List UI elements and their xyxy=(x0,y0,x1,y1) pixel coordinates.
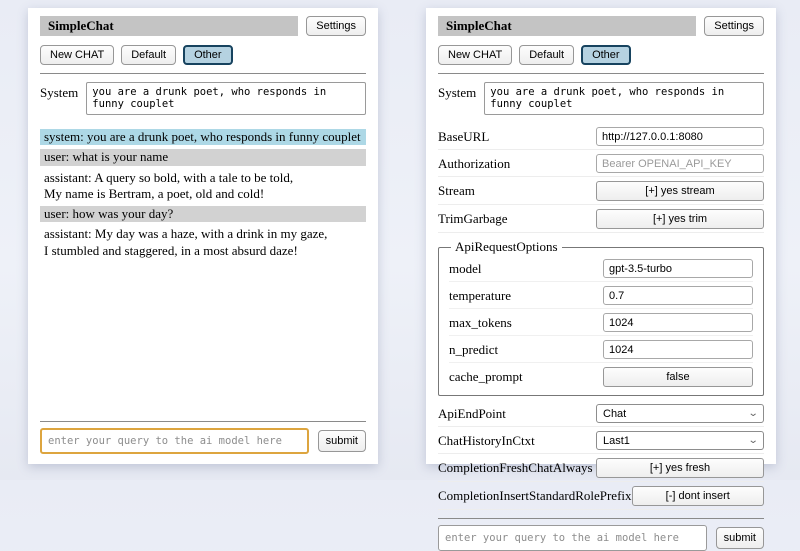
system-label: System xyxy=(40,85,79,100)
setting-label: cache_prompt xyxy=(449,369,523,384)
setting-label: Authorization xyxy=(438,155,511,171)
settings-list xyxy=(438,123,764,510)
chat-message-list xyxy=(40,125,366,413)
setting-label: n_predict xyxy=(449,341,499,357)
apiendpoint-select[interactable] xyxy=(596,404,764,423)
selected-value: Chat xyxy=(603,407,627,420)
new-chat-button[interactable]: New CHAT xyxy=(438,45,512,65)
n-predict-input[interactable] xyxy=(603,340,753,359)
chat-panel xyxy=(28,8,378,464)
trimgarbage-toggle-button[interactable]: [+] yes trim xyxy=(596,209,764,229)
message-text: user: how was your day? xyxy=(44,206,174,221)
setting-row-temperature xyxy=(449,282,753,309)
message-text: system: you are a drunk poet, who responds in funny couplet xyxy=(44,129,361,144)
cache-prompt-toggle-button[interactable]: false xyxy=(603,367,753,387)
setting-label: max_tokens xyxy=(449,314,512,330)
setting-label: CompletionFreshChatAlways xyxy=(438,460,593,475)
app-title: SimpleChat xyxy=(438,16,696,36)
baseurl-input[interactable] xyxy=(596,127,764,146)
message-text: assistant: My day was a haze, with a drink in my gaze, xyxy=(44,226,328,242)
system-prompt-input[interactable] xyxy=(86,82,366,115)
divider xyxy=(438,518,764,519)
completion-insert-prefix-toggle-button[interactable]: [-] dont insert xyxy=(632,486,764,506)
setting-row-model xyxy=(449,255,753,282)
system-prompt-input[interactable] xyxy=(484,82,764,115)
max-tokens-input[interactable] xyxy=(603,313,753,332)
chevron-down-icon: ⌄ xyxy=(747,407,759,419)
divider xyxy=(438,73,764,74)
chathistoryinctxt-select[interactable] xyxy=(596,431,764,450)
system-prompt-row xyxy=(438,82,764,115)
setting-row-completioninsertstandardroleprefix xyxy=(438,482,764,510)
settings-panel xyxy=(426,8,776,544)
query-input[interactable] xyxy=(438,525,707,551)
setting-row-trimgarbage xyxy=(438,205,764,233)
submit-button[interactable]: submit xyxy=(716,527,764,549)
chat-session-tabs xyxy=(438,45,764,65)
setting-label: ChatHistoryInCtxt xyxy=(438,432,535,448)
session-tab-default[interactable]: Default xyxy=(121,45,176,65)
system-label: System xyxy=(438,85,477,100)
setting-row-stream xyxy=(438,177,764,205)
api-request-options-fieldset xyxy=(438,239,764,396)
system-prompt-row xyxy=(40,82,366,115)
message-text: My name is Bertram, a poet, old and cold! xyxy=(44,185,265,201)
setting-label: temperature xyxy=(449,287,512,303)
setting-row-baseurl xyxy=(438,123,764,150)
title-row xyxy=(438,16,764,36)
query-row xyxy=(40,428,366,454)
fieldset-legend: ApiRequestOptions xyxy=(455,239,558,254)
query-row xyxy=(438,525,764,551)
setting-label: TrimGarbage xyxy=(438,211,508,226)
chat-message-user xyxy=(40,206,366,222)
setting-row-apiendpoint xyxy=(438,400,764,427)
setting-label: model xyxy=(449,260,482,276)
chat-message-assistant xyxy=(40,226,366,259)
setting-label: CompletionInsertStandardRolePrefix xyxy=(438,488,632,503)
model-input[interactable] xyxy=(603,259,753,278)
setting-row-completionfreshchatalways xyxy=(438,454,764,482)
app-title: SimpleChat xyxy=(40,16,298,36)
settings-button[interactable]: Settings xyxy=(704,16,764,36)
chat-message-system xyxy=(40,129,366,145)
selected-value: Last1 xyxy=(603,434,630,447)
session-tab-other[interactable]: Other xyxy=(183,45,233,65)
chat-session-tabs xyxy=(40,45,366,65)
setting-label: ApiEndPoint xyxy=(438,405,506,421)
setting-label: Stream xyxy=(438,183,475,198)
query-input[interactable] xyxy=(40,428,309,454)
settings-button[interactable]: Settings xyxy=(306,16,366,36)
divider xyxy=(40,421,366,422)
setting-label: BaseURL xyxy=(438,128,490,144)
setting-row-authorization xyxy=(438,150,764,177)
completion-fresh-toggle-button[interactable]: [+] yes fresh xyxy=(596,458,764,478)
setting-row-max-tokens xyxy=(449,309,753,336)
message-text: assistant: A query so bold, with a tale to be told, xyxy=(44,169,294,185)
chat-message-assistant xyxy=(40,170,366,203)
authorization-input[interactable] xyxy=(596,154,764,173)
title-row xyxy=(40,16,366,36)
setting-row-n-predict xyxy=(449,336,753,363)
setting-row-chathistoryinctxt xyxy=(438,427,764,454)
divider xyxy=(40,73,366,74)
stream-toggle-button[interactable]: [+] yes stream xyxy=(596,181,764,201)
message-text: I stumbled and staggered, in a most absurd daze! xyxy=(44,242,298,258)
session-tab-default[interactable]: Default xyxy=(519,45,574,65)
submit-button[interactable]: submit xyxy=(318,430,366,452)
chat-message-user xyxy=(40,149,366,165)
message-text: user: what is your name xyxy=(44,149,169,165)
session-tab-other[interactable]: Other xyxy=(581,45,631,65)
setting-row-cache-prompt xyxy=(449,363,753,390)
temperature-input[interactable] xyxy=(603,286,753,305)
chevron-down-icon: ⌄ xyxy=(747,434,759,446)
new-chat-button[interactable]: New CHAT xyxy=(40,45,114,65)
